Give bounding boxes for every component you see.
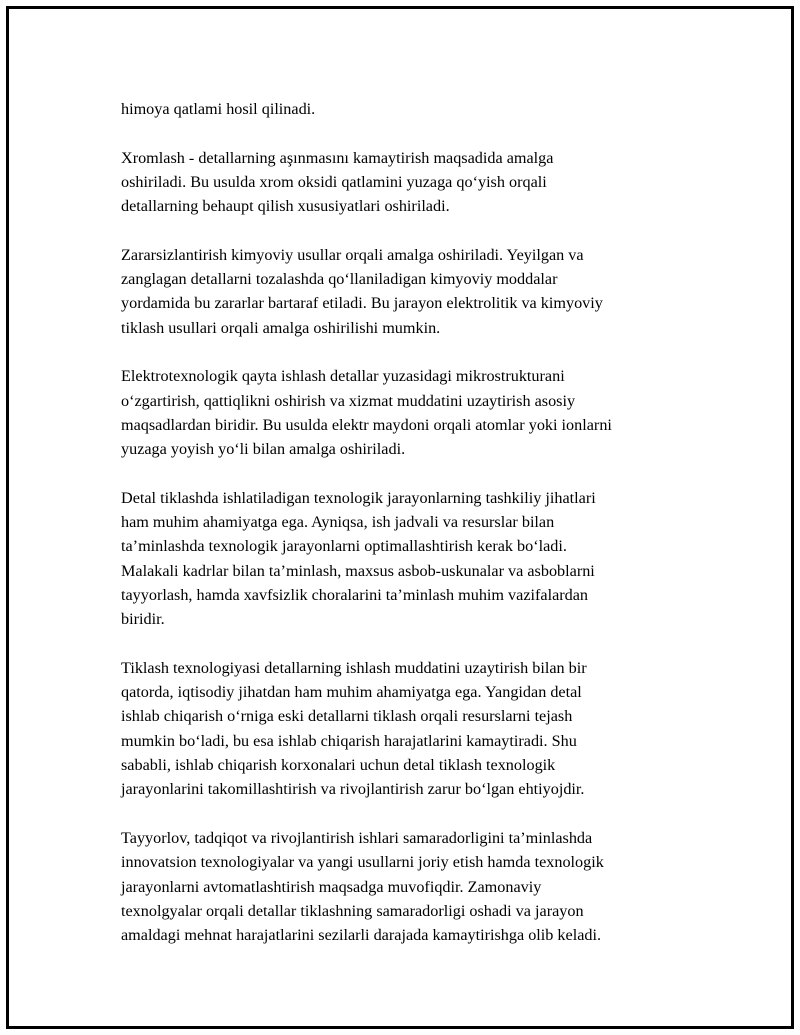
- text-line: jarayonlarini takomillashtirish va rivojlantirish zarur bo‘lgan ehtiyojdir.: [121, 780, 585, 799]
- text-line: mumkin bo‘ladi, bu esa ishlab chiqarish harajatlarini kamaytiradi. Shu: [121, 731, 577, 750]
- text-line: tiklash usullari orqali amalga oshirilishi mumkin.: [121, 318, 441, 337]
- text-line: sababli, ishlab chiqarish korxonalari uchun detal tiklash texnologik: [121, 756, 556, 775]
- text-line: qatorda, iqtisodiy jihatdan ham muhim ahamiyatga ega. Yangidan detal: [121, 683, 582, 702]
- text-line: oshiriladi. Bu usulda xrom oksidi qatlamini yuzaga qo‘yish orqali: [121, 172, 547, 191]
- text-line: amaldagi mehnat harajatlarini sezilarli darajada kamaytirishga olib keladi.: [121, 926, 602, 945]
- text-line: detallarning behaupt qilish xususiyatlari oshiriladi.: [121, 197, 450, 216]
- text-line: Elektrotexnologik qayta ishlash detallar yuzasidagi mikrostrukturani: [121, 367, 565, 386]
- text-line: Malakali kadrlar bilan ta’minlash, maxsus asbob-uskunalar va asboblarni: [121, 561, 595, 580]
- text-line: Zararsizlantirish kimyoviy usullar orqali amalga oshiriladi. Yeyilgan va: [121, 245, 584, 264]
- document-body: [121, 97, 721, 972]
- paragraph-2: [121, 146, 721, 219]
- text-line: ham muhim ahamiyatga ega. Ayniqsa, ish jadvali va resurslar bilan: [121, 513, 555, 532]
- text-line: ishlab chiqarish o‘rniga eski detallarni tiklash orqali resurslarni tejash: [121, 707, 573, 726]
- text-line: Detal tiklashda ishlatiladigan texnologik jarayonlarning tashkiliy jihatlari: [121, 488, 596, 507]
- text-line: o‘zgartirish, qattiqlikni oshirish va xizmat muddatini uzaytirish asosiy: [121, 391, 576, 410]
- text-line: innovatsion texnologiyalar va yangi usullarni joriy etish hamda texnologik: [121, 853, 604, 872]
- text-line: texnolgyalar orqali detallar tiklashning samaradorligi oshadi va jarayon: [121, 901, 584, 920]
- text-line: jarayonlarni avtomatlashtirish maqsadga muvofiqdir. Zamonaviy: [121, 877, 542, 896]
- text-line: yuzaga yoyish yo‘li bilan amalga oshiriladi.: [121, 440, 406, 459]
- page-border: [6, 6, 794, 1029]
- text-line: Tiklash texnologiyasi detallarning ishlash muddatini uzaytirish bilan bir: [121, 658, 587, 677]
- text-line: tayyorlash, hamda xavfsizlik choralarini ta’minlash muhim vazifalardan: [121, 585, 589, 604]
- text-line: Xromlash - detallarning aşınmasını kamaytirish maqsadida amalga: [121, 148, 554, 167]
- paragraph-6: [121, 656, 721, 802]
- text-line: Tayyorlov, tadqiqot va rivojlantirish ishlari samaradorligini ta’minlashda: [121, 828, 593, 847]
- paragraph-3: [121, 243, 721, 340]
- paragraph-1: [121, 97, 721, 121]
- text-line: biridir.: [121, 610, 165, 629]
- paragraph-5: [121, 486, 721, 632]
- paragraph-4: [121, 364, 721, 461]
- text-line: yordamida bu zararlar bartaraf etiladi. Bu jarayon elektrolitik va kimyoviy: [121, 294, 603, 313]
- text-line: maqsadlardan biridir. Bu usulda elektr maydoni orqali atomlar yoki ionlarni: [121, 415, 612, 434]
- text-line: zanglagan detallarni tozalashda qo‘llaniladigan kimyoviy moddalar: [121, 270, 558, 289]
- text-line: himoya qatlami hosil qilinadi.: [121, 100, 316, 118]
- text-line: ta’minlashda texnologik jarayonlarni optimallashtirish kerak bo‘ladi.: [121, 537, 567, 556]
- paragraph-7: [121, 826, 721, 947]
